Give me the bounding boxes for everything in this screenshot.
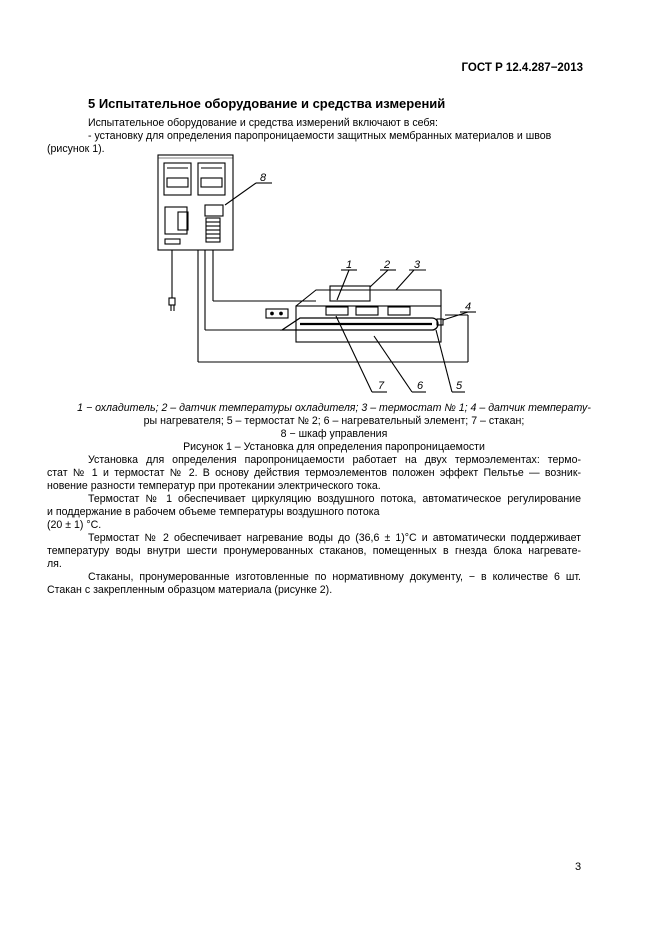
paragraph-3-line-2: стат № 1 и термостат № 2. В основу действия термоэлементов положен эффект Пельтье — возник- [47, 467, 581, 479]
paragraph-5-line-1: Термостат № 2 обеспечивает нагревание воды до (36,6 ± 1)°С и автоматически поддерживает [88, 532, 581, 544]
paragraph-5-line-2: температуру воды внутри шести пронумерованных стаканов, помещенных в гнезда блока нагревате- [47, 545, 581, 557]
figure-legend [47, 402, 621, 454]
test-unit [266, 286, 443, 342]
figure-1-diagram [140, 150, 600, 400]
figure-label-1: 1 [346, 259, 353, 271]
list-item-line-1: - установку для определения паропроницаемости защитных мембранных материалов и швов [88, 130, 552, 142]
section-heading: 5 Испытательное оборудование и средства измерений [88, 96, 446, 111]
paragraph-5-line-3: ля. [47, 558, 62, 570]
figure-caption: Рисунок 1 – Установка для определения паропроницаемости [183, 441, 485, 453]
legend-line-3: 8 − шкаф управления [280, 428, 388, 440]
intro-paragraph: Испытательное оборудование и средства измерений включают в себя: [88, 117, 438, 129]
figure-label-3: 3 [414, 259, 421, 271]
control-cabinet [158, 155, 233, 250]
figure-label-4: 4 [465, 301, 472, 313]
figure-label-8: 8 [260, 172, 267, 184]
page-number: 3 [575, 861, 582, 873]
figure-label-6: 6 [417, 380, 424, 392]
legend-line-2: ры нагревателя; 5 – термостат № 2; 6 – нагревательный элемент; 7 – стакан; [143, 415, 525, 427]
paragraph-4-line-1: Термостат № 1 обеспечивает циркуляцию воздушного потока, автоматическое регулирование [88, 493, 581, 505]
legend-line-1: 1 − охладитель; 2 – датчик температуры охладителя; 3 – термостат № 1; 4 – датчик температу- [77, 402, 591, 414]
paragraph-3-line-3: новение разности температур при протекании электрического тока. [47, 480, 381, 492]
paragraph-4-line-3: (20 ± 1) °С. [47, 519, 102, 531]
figure-label-5: 5 [456, 380, 463, 392]
paragraph-6-line-1: Стаканы, пронумерованные изготовленные по нормативному документу, − в количестве 6 шт. [88, 571, 581, 583]
paragraph-6-line-2: Стакан с закрепленным образцом материала (рисунке 2). [47, 584, 333, 596]
list-item-line-2: (рисунок 1). [47, 143, 105, 155]
paragraph-4-line-2: и поддержание в рабочем объеме температуры воздушного потока [47, 506, 380, 518]
figure-label-7: 7 [378, 380, 385, 392]
document-code: ГОСТ Р 12.4.287−2013 [461, 62, 583, 74]
figure-label-2: 2 [384, 259, 391, 271]
paragraph-3-line-1: Установка для определения паропроницаемости работает на двух термоэлементах: термо- [88, 454, 581, 466]
